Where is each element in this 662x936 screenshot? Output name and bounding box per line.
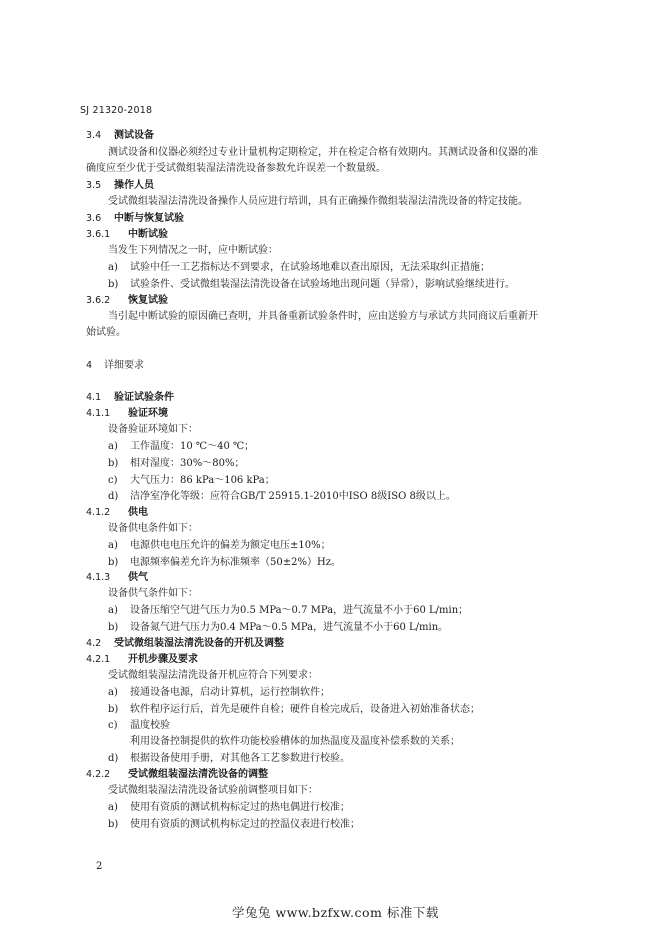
list-item-text: 大气压力：86 kPa～106 kPa；	[130, 475, 275, 486]
section-title: 开机步骤及要求	[128, 654, 198, 665]
list-item-label: a)	[108, 605, 118, 616]
section-title: 详细要求	[104, 360, 144, 371]
list-item-label: a)	[108, 262, 118, 273]
list-item-text: 工作温度：10 ℃～40 ℃；	[130, 441, 255, 452]
section-number: 4	[86, 360, 93, 371]
paragraph: 设备供气条件如下：	[108, 588, 198, 599]
list-item-text: 电源供电电压允许的偏差为额定电压±10%；	[130, 540, 331, 551]
paragraph: 设备供电条件如下：	[108, 523, 198, 534]
section-title: 中断试验	[128, 229, 168, 240]
paragraph: 确度应至少优于受试微组装湿法清洗设备参数允许误差一个数量级。	[86, 163, 386, 174]
paragraph: 设备验证环境如下：	[108, 424, 198, 435]
section-number: 4.1	[86, 392, 102, 403]
section-number: 3.4	[86, 130, 102, 141]
section-title: 恢复试验	[128, 295, 168, 306]
list-item-label: b)	[108, 557, 119, 568]
list-item-text: 设备压缩空气进气压力为0.5 MPa～0.7 MPa，进气流量不小于60 L/min；	[130, 605, 469, 616]
document-id: SJ 21320-2018	[80, 105, 153, 116]
list-item-text: 设备氮气进气压力为0.4 MPa～0.5 MPa，进气流量不小于60 L/min。	[130, 622, 449, 633]
paragraph: 始试验。	[86, 327, 126, 338]
list-item-label: d)	[108, 753, 119, 764]
section-number: 3.5	[86, 180, 102, 191]
section-number: 3.6.1	[86, 229, 111, 240]
paragraph: 受试微组装湿法清洗设备操作人员应进行培训，具有正确操作微组装湿法清洗设备的特定技能。	[108, 196, 528, 207]
list-item-text: 软件程序运行后，首先是硬件自检；硬件自检完成后，设备进入初始准备状态；	[130, 704, 480, 715]
list-item-label: b)	[108, 819, 119, 830]
section-title: 操作人员	[114, 180, 154, 191]
section-title: 验证试验条件	[114, 392, 174, 403]
list-item-text: 洁净室净化等级：应符合GB/T 25915.1-2010中ISO 8级ISO 8级以上。	[130, 491, 456, 502]
section-number: 3.6	[86, 213, 102, 224]
footer-watermark: 学兔兔 www.bzfxw.com 标准下载	[232, 905, 439, 920]
list-item-text: 根据设备使用手册，对其他各工艺参数进行校验。	[130, 753, 350, 764]
paragraph: 测试设备和仪器必须经过专业计量机构定期检定，并在检定合格有效期内。其测试设备和仪器的准	[108, 147, 538, 158]
list-item-text: 温度校验	[130, 720, 170, 731]
list-item-text: 接通设备电源，启动计算机，运行控制软件；	[130, 687, 330, 698]
list-item-label: b)	[108, 279, 119, 290]
section-title: 供电	[128, 507, 148, 518]
list-item-text: 使用有资质的测试机构标定过的热电偶进行校准；	[130, 802, 350, 813]
section-title: 供气	[128, 572, 148, 583]
list-item-label: b)	[108, 622, 119, 633]
section-number: 4.2.2	[86, 769, 111, 780]
list-item-text: 利用设备控制提供的软件功能校验槽体的加热温度及温度补偿系数的关系；	[130, 736, 460, 747]
section-title: 受试微组装湿法清洗设备的调整	[128, 769, 268, 780]
page-number: 2	[96, 861, 103, 872]
section-number: 3.6.2	[86, 295, 111, 306]
list-item-label: b)	[108, 704, 119, 715]
section-number: 4.1.1	[86, 408, 111, 419]
paragraph: 受试微组装湿法清洗设备开机应符合下列要求：	[108, 670, 318, 681]
paragraph: 受试微组装湿法清洗设备试验前调整项目如下：	[108, 785, 318, 796]
section-number: 4.1.3	[86, 572, 111, 583]
section-title: 受试微组装湿法清洗设备的开机及调整	[114, 638, 284, 649]
list-item-text: 相对湿度：30%～80%；	[130, 458, 245, 469]
list-item-label: c)	[108, 720, 118, 731]
section-number: 4.2.1	[86, 654, 111, 665]
list-item-text: 电源频率偏差允许为标准频率（50±2%）Hz。	[130, 557, 341, 568]
list-item-text: 使用有资质的测试机构标定过的控温仪表进行校准；	[130, 819, 360, 830]
paragraph: 当引起中断试验的原因确已查明，并具备重新试验条件时，应由送验方与承试方共同商议后重新开	[108, 311, 538, 322]
list-item-label: a)	[108, 540, 118, 551]
list-item-text: 试验条件、受试微组装湿法清洗设备在试验场地出现问题（异常），影响试验继续进行。	[130, 279, 515, 290]
list-item-label: d)	[108, 491, 119, 502]
list-item-text: 试验中任一工艺指标达不到要求，在试验场地难以查出原因，无法采取纠正措施；	[130, 262, 490, 273]
section-number: 4.2	[86, 638, 102, 649]
paragraph: 当发生下列情况之一时，应中断试验：	[108, 245, 278, 256]
list-item-label: c)	[108, 475, 118, 486]
section-title: 中断与恢复试验	[114, 213, 184, 224]
list-item-label: a)	[108, 802, 118, 813]
section-title: 测试设备	[114, 130, 154, 141]
section-title: 验证环境	[128, 408, 168, 419]
list-item-label: b)	[108, 458, 119, 469]
list-item-label: a)	[108, 441, 118, 452]
section-number: 4.1.2	[86, 507, 111, 518]
list-item-label: a)	[108, 687, 118, 698]
